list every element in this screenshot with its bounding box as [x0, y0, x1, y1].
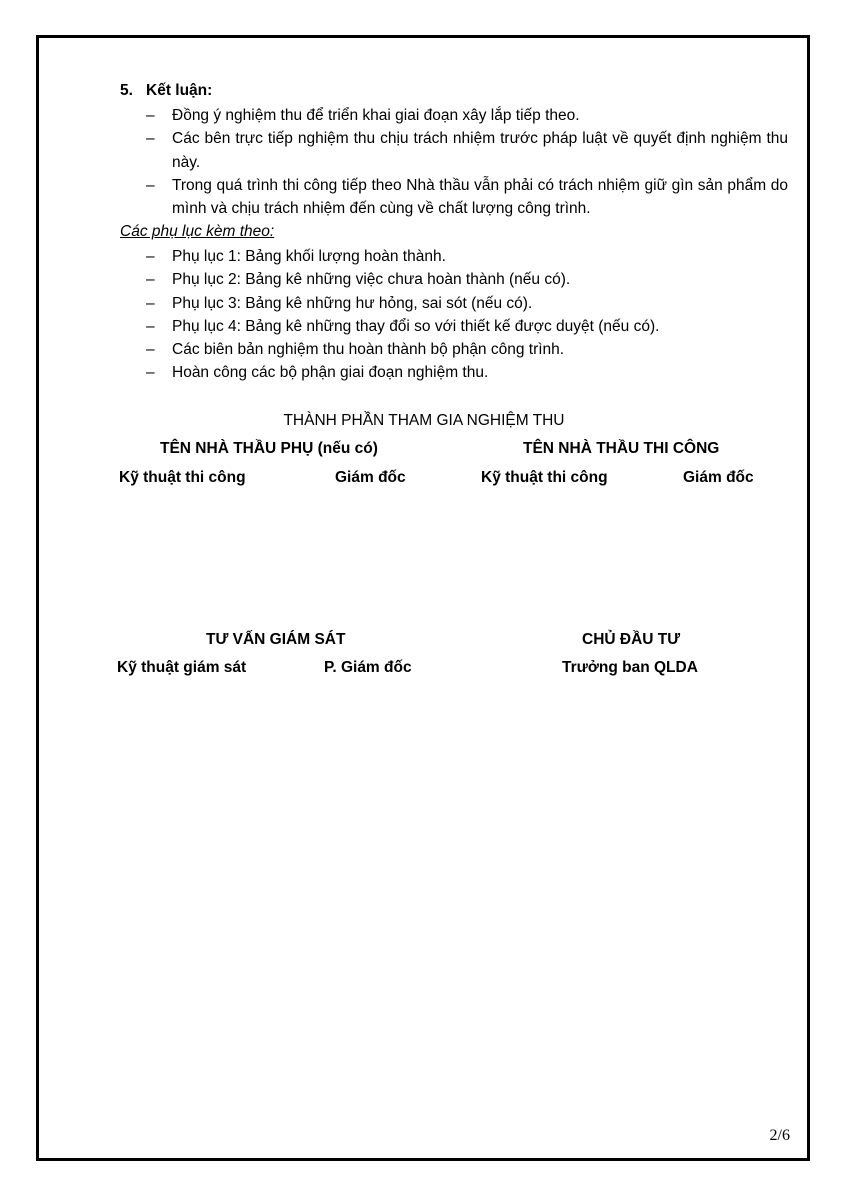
dash-marker: – — [146, 130, 155, 148]
subcontractor-title: TÊN NHÀ THẦU PHỤ (nếu có) — [160, 440, 378, 457]
dash-marker: – — [146, 317, 155, 335]
contractor-technical-label: Kỹ thuật thi công — [481, 469, 608, 486]
list-item-text: Các bên trực tiếp nghiệm thu chịu trách nhiệm trước pháp luật về quyết định nghiệm thu này. — [172, 130, 788, 171]
list-item-text: Đồng ý nghiệm thu để triển khai giai đoạn xây lắp tiếp theo. — [172, 107, 580, 124]
section-heading — [120, 82, 212, 100]
dash-marker: – — [146, 294, 155, 312]
appendix-heading — [120, 223, 274, 241]
list-item — [146, 268, 788, 291]
owner-title: CHỦ ĐẦU TƯ — [582, 631, 681, 648]
dash-marker: – — [146, 271, 155, 289]
list-item — [146, 104, 788, 127]
supervisor-title: TƯ VẤN GIÁM SÁT — [206, 631, 346, 648]
dash-marker: – — [146, 341, 155, 359]
list-item — [146, 245, 788, 268]
participants-heading: THÀNH PHẦN THAM GIA NGHIỆM THU — [283, 412, 565, 429]
list-item — [146, 292, 788, 315]
section-title: Kết luận: — [146, 82, 213, 99]
list-item — [146, 315, 788, 338]
list-item-text: Phụ lục 2: Bảng kê những việc chưa hoàn thành (nếu có). — [172, 271, 571, 289]
dash-marker: – — [146, 248, 155, 265]
dash-marker: – — [146, 176, 155, 194]
subcontractor-director-label: Giám đốc — [335, 469, 406, 486]
conclusion-list — [146, 104, 788, 220]
list-item-text: Phụ lục 3: Bảng kê những hư hỏng, sai sót (nếu có). — [172, 294, 533, 312]
list-item-text: Hoàn công các bộ phận giai đoạn nghiệm thu. — [172, 364, 489, 382]
list-item-text: Phụ lục 1: Bảng khối lượng hoàn thành. — [172, 248, 446, 265]
list-item-text: Các biên bản nghiệm thu hoàn thành bộ phận công trình. — [172, 341, 565, 359]
supervisor-deputy-director-label: P. Giám đốc — [324, 659, 412, 676]
supervisor-technical-label: Kỹ thuật giám sát — [117, 659, 247, 676]
dash-marker: – — [146, 107, 155, 124]
subcontractor-technical-label: Kỹ thuật thi công — [119, 469, 246, 486]
dash-marker: – — [146, 364, 155, 382]
owner-role-label: Trưởng ban QLDA — [562, 659, 698, 676]
appendix-list — [146, 245, 788, 385]
page-number: 2/6 — [769, 1127, 790, 1144]
appendix-title: Các phụ lục kèm theo — [120, 223, 270, 240]
list-item — [146, 174, 788, 221]
contractor-title: TÊN NHÀ THẦU THI CÔNG — [523, 440, 720, 457]
list-item — [146, 127, 788, 174]
contractor-director-label: Giám đốc — [683, 469, 754, 486]
section-number: 5. — [120, 82, 133, 99]
list-item-text: Trong quá trình thi công tiếp theo Nhà thầu vẫn phải có trách nhiệm giữ gìn sản phẩm do mình và chịu trách nhiệm đến cùng về chất lượng công trình. — [172, 176, 788, 218]
list-item — [146, 361, 788, 384]
appendix-title-suffix: : — [269, 223, 275, 240]
list-item-text: Phụ lục 4: Bảng kê những thay đổi so với thiết kế được duyệt (nếu có). — [172, 317, 660, 335]
list-item — [146, 338, 788, 361]
